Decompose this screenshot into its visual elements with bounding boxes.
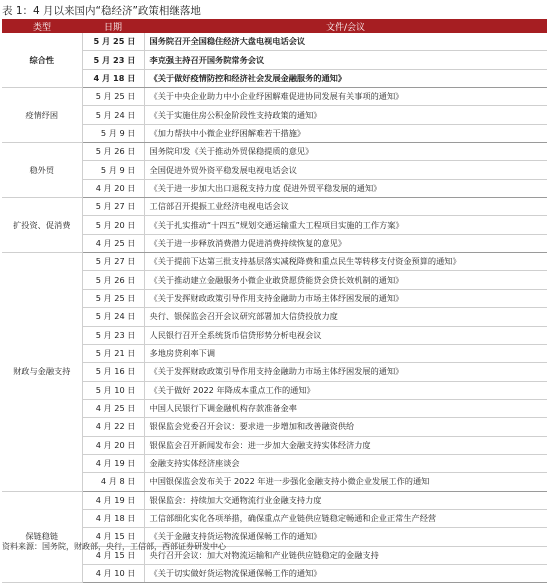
table-row [2, 124, 547, 142]
table-row [2, 436, 547, 454]
date-cell: 4 月 19 日 [82, 491, 144, 509]
document-cell: 《关于切实做好货运物流保通保畅工作的通知》 [144, 564, 547, 582]
table-caption: 表 1：4 月以来国内“稳经济”政策相继落地 [2, 5, 201, 17]
document-cell: 央行召开会议：加大对物流运输和产业链供应链稳定的金融支持 [144, 546, 547, 564]
date-cell: 4 月 20 日 [82, 436, 144, 454]
document-cell: 李克强主持召开国务院常务会议 [144, 51, 547, 69]
date-cell: 5 月 23 日 [82, 51, 144, 69]
table-row [2, 418, 547, 436]
document-cell: 人民银行召开全系统货币信贷形势分析电视会议 [144, 326, 547, 344]
table-row [2, 216, 547, 234]
table-body [2, 33, 547, 583]
table-row [2, 381, 547, 399]
table-row [2, 399, 547, 417]
table-row [2, 234, 547, 252]
header-document: 文件/会议 [144, 19, 547, 33]
table-row [2, 161, 547, 179]
date-cell: 5 月 27 日 [82, 198, 144, 216]
category-cell: 综合性 [2, 33, 82, 88]
category-cell: 稳外贸 [2, 143, 82, 198]
table-row [2, 143, 547, 161]
table-row [2, 326, 547, 344]
date-cell: 5 月 10 日 [82, 381, 144, 399]
table-row [2, 51, 547, 69]
table-row [2, 473, 547, 491]
document-cell: 《关于做好 2022 年降成本重点工作的通知》 [144, 381, 547, 399]
document-cell: 央行、银保监会召开会议研究部署加大信贷投放力度 [144, 308, 547, 326]
date-cell: 5 月 26 日 [82, 271, 144, 289]
date-cell: 4 月 18 日 [82, 509, 144, 527]
date-cell: 4 月 18 日 [82, 69, 144, 87]
table-row [2, 271, 547, 289]
table-row [2, 344, 547, 362]
document-cell: 工信部召开提振工业经济电视电话会议 [144, 198, 547, 216]
document-cell: 《关于中央企业助力中小企业纾困解难促进协同发展有关事项的通知》 [144, 88, 547, 106]
document-cell: 中国银保监会发布关于 2022 年进一步强化金融支持小微企业发展工作的通知 [144, 473, 547, 491]
table-row [2, 509, 547, 527]
date-cell: 4 月 22 日 [82, 418, 144, 436]
document-cell: 《关于发挥财政政策引导作用支持金融助力市场主体纾困发展的通知》 [144, 363, 547, 381]
date-cell: 5 月 27 日 [82, 253, 144, 271]
source-note: 资料来源：国务院，财政部，央行，工信部，西部证券研发中心 [2, 542, 226, 551]
table-row [2, 253, 547, 271]
table-row [2, 289, 547, 307]
document-cell: 国务院召开全国稳住经济大盘电视电话会议 [144, 33, 547, 51]
document-cell: 全国促进外贸外资平稳发展电视电话会议 [144, 161, 547, 179]
date-cell: 4 月 20 日 [82, 179, 144, 197]
document-cell: 银保监会党委召开会议：要求进一步增加和改善融资供给 [144, 418, 547, 436]
document-cell: 《关于实施住房公积金阶段性支持政策的通知》 [144, 106, 547, 124]
header-category: 类型 [2, 19, 82, 33]
category-cell: 疫情纾困 [2, 88, 82, 143]
table-row [2, 564, 547, 582]
document-cell: 《关于推动建立金融服务小微企业敢贷愿贷能贷会贷长效机制的通知》 [144, 271, 547, 289]
document-cell: 《加力帮扶中小微企业纾困解难若干措施》 [144, 124, 547, 142]
date-cell: 5 月 25 日 [82, 289, 144, 307]
category-cell: 财政与金融支持 [2, 253, 82, 491]
date-cell: 5 月 23 日 [82, 326, 144, 344]
date-cell: 5 月 21 日 [82, 344, 144, 362]
header-date: 日期 [82, 19, 144, 33]
document-cell: 银保监会：持续加大交通物流行业金融支持力度 [144, 491, 547, 509]
date-cell: 5 月 9 日 [82, 124, 144, 142]
date-cell: 5 月 24 日 [82, 106, 144, 124]
date-cell: 4 月 19 日 [82, 454, 144, 472]
table-row [2, 33, 547, 51]
category-cell: 保链稳链 [2, 491, 82, 583]
document-cell: 银保监会召开新闻发布会：进一步加大金融支持实体经济力度 [144, 436, 547, 454]
document-cell: 《关于做好疫情防控和经济社会发展金融服务的通知》 [144, 69, 547, 87]
table-row [2, 106, 547, 124]
table-row [2, 179, 547, 197]
document-cell: 《关于提前下达第三批支持基层落实减税降费和重点民生等转移支付资金预算的通知》 [144, 253, 547, 271]
document-cell: 多地房贷利率下调 [144, 344, 547, 362]
date-cell: 5 月 24 日 [82, 308, 144, 326]
date-cell: 4 月 8 日 [82, 473, 144, 491]
table-row [2, 198, 547, 216]
document-cell: 《关于扎实推动“十四五”规划交通运输重大工程项目实施的工作方案》 [144, 216, 547, 234]
date-cell: 5 月 9 日 [82, 161, 144, 179]
table-row [2, 491, 547, 509]
table-row [2, 88, 547, 106]
date-cell: 5 月 25 日 [82, 88, 144, 106]
document-cell: 《关于进一步加大出口退税支持力度 促进外贸平稳发展的通知》 [144, 179, 547, 197]
table-row [2, 308, 547, 326]
date-cell: 4 月 25 日 [82, 399, 144, 417]
document-cell: 国务院印发《关于推动外贸保稳提质的意见》 [144, 143, 547, 161]
date-cell: 4 月 10 日 [82, 564, 144, 582]
date-cell: 5 月 25 日 [82, 33, 144, 51]
document-cell: 《关于金融支持货运物流保通保畅工作的通知》 [144, 528, 547, 546]
document-cell: 工信部细化实化各项举措，确保重点产业链供应链稳定畅通和企业正常生产经营 [144, 509, 547, 527]
document-cell: 《关于进一步释放消费潜力促进消费持续恢复的意见》 [144, 234, 547, 252]
document-cell: 中国人民银行下调金融机构存款准备金率 [144, 399, 547, 417]
table-row [2, 454, 547, 472]
table-row [2, 69, 547, 87]
date-cell: 5 月 26 日 [82, 143, 144, 161]
date-cell: 4 月 15 日 [82, 546, 144, 564]
policy-table [2, 19, 547, 583]
date-cell: 5 月 16 日 [82, 363, 144, 381]
document-cell: 金融支持实体经济座谈会 [144, 454, 547, 472]
date-cell: 4 月 25 日 [82, 234, 144, 252]
date-cell: 4 月 15 日 [82, 528, 144, 546]
category-cell: 扩投资、促消费 [2, 198, 82, 253]
document-cell: 《关于发挥财政政策引导作用支持金融助力市场主体纾困发展的通知》 [144, 289, 547, 307]
table-row [2, 363, 547, 381]
date-cell: 5 月 20 日 [82, 216, 144, 234]
table-header-row [2, 19, 547, 33]
